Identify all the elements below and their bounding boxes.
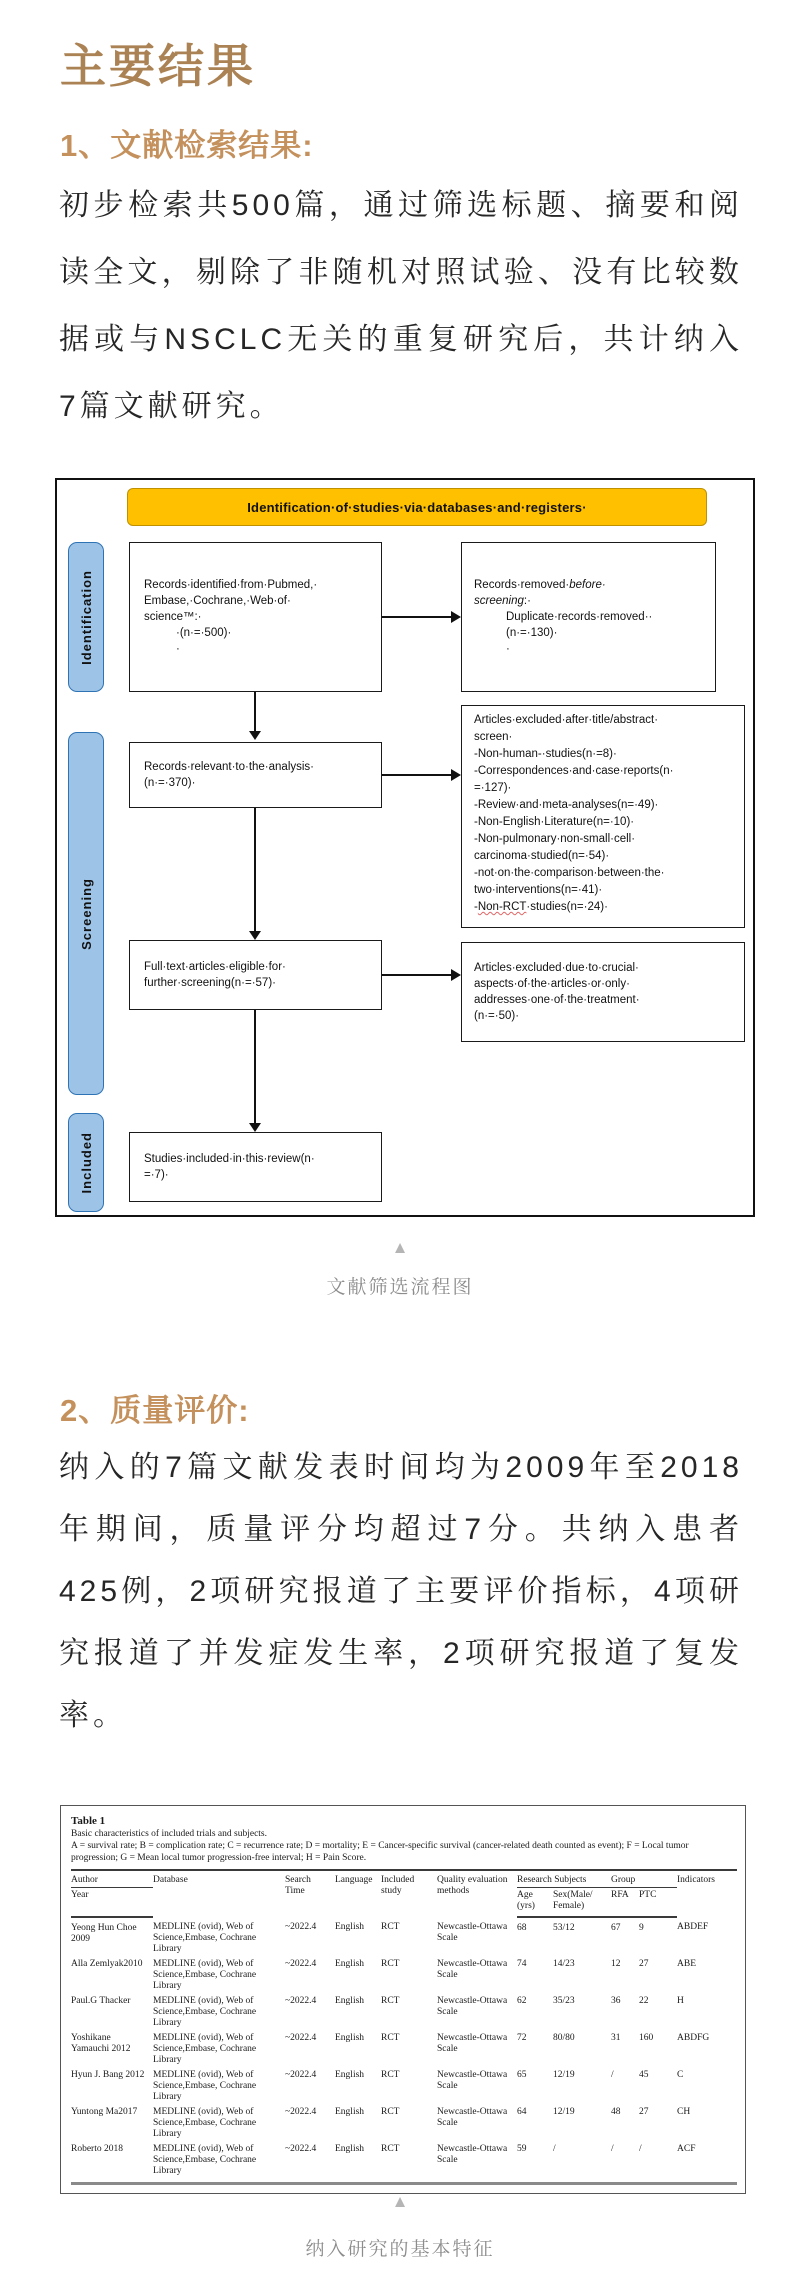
table1-legend: A = survival rate; B = complication rate; C = recurrence rate; D = mortality; E = Cancer-specific survival (cancer-related death counted as event); F = Local tumor progression; G = Mean local tumor progression-free interval; H = Pain Score.: [71, 1841, 689, 1863]
flow-text-line: -Correspondences·and·case·reports(n·: [474, 765, 674, 777]
flow-text-line: screening:·: [474, 595, 531, 607]
prisma-flowchart-figure: [55, 478, 755, 1217]
section1-heading: 1、文献检索结果:: [60, 128, 314, 163]
right-arrow-line-1: [382, 616, 452, 618]
flow-text-line: Full·text·articles·eligible·for·: [144, 961, 286, 973]
figure2-caption: 纳入研究的基本特征: [305, 2239, 495, 2260]
col-header-group: Group: [611, 1870, 677, 1888]
characteristics-table: [71, 1869, 737, 2185]
flow-text-line: science™:·: [144, 611, 202, 623]
right-arrow-line-3: [382, 974, 452, 976]
down-arrow-line-3: [254, 1010, 256, 1124]
section2-paragraph: 纳入的7篇文献发表时间均为2009年至2018年期间，质量评分均超过7分。共纳入患者425例，2项研究报道了主要评价指标，4项研究报道了并发症发生率，2项研究报道了复发率。: [59, 1451, 743, 1732]
flow-text-line: =·7)·: [144, 1169, 169, 1181]
table-cell-sex: 35/23: [553, 1996, 575, 2006]
table-cell-rfa: 67: [611, 1923, 621, 1933]
table-cell-sex: 80/80: [553, 2033, 575, 2043]
table-cell-language: English: [335, 2142, 381, 2184]
flow-text-line: Records·removed·before·: [474, 579, 606, 591]
table-cell-rfa: 31: [611, 2033, 621, 2043]
flow-box-excluded-title-abstract: [461, 705, 745, 928]
table-cell-included-study: RCT: [381, 2142, 437, 2184]
col-header-language: Language: [335, 1870, 381, 1917]
table-cell-age: 62: [517, 1996, 527, 2006]
table-cell-language: English: [335, 2033, 365, 2043]
table-cell-indicators: C: [677, 2070, 684, 2080]
table-cell-included-study: RCT: [381, 2033, 400, 2043]
table-cell-database: MEDLINE (ovid), Web of Science,Embase, Cochrane Library: [153, 2142, 285, 2184]
table-cell-ptc: 9: [639, 1923, 644, 1933]
flow-text-line: -Non-human-·studies(n·=8)·: [474, 748, 617, 760]
col-header-ptc: PTC: [639, 1888, 677, 1918]
table-cell-search-time: ~2022.4: [285, 2033, 317, 2043]
table-cell-age: 74: [517, 1959, 527, 1969]
col-header-research-subjects: Research Subjects: [517, 1870, 611, 1888]
flow-box-records-identified: [129, 542, 382, 692]
col-header-indicators: Indicators: [677, 1870, 737, 1917]
triangle-up-icon: ▲: [391, 1238, 409, 1257]
table-cell-search-time: ~2022.4: [285, 1959, 317, 1969]
table-cell-quality: Newcastle-Ottawa Scale: [437, 1996, 508, 2017]
table-cell-sex: 12/19: [553, 2070, 575, 2080]
table-cell-author: Paul.G Thacker: [71, 1996, 131, 2006]
table-cell-rfa: /: [611, 2070, 614, 2080]
flow-text-line: Duplicate·records·removed··: [506, 611, 653, 623]
table-cell-rfa: /: [611, 2142, 639, 2184]
figure1-caption: 文献筛选流程图: [326, 1277, 474, 1298]
table-row: [71, 1917, 737, 1957]
flow-box-studies-included: [129, 1132, 382, 1202]
right-arrow-head-2-icon: [451, 769, 461, 781]
flow-text-line: aspects·of·the·articles·or·only·: [474, 978, 630, 990]
table-row: [71, 2068, 737, 2105]
table-cell-included-study: RCT: [381, 1922, 400, 1932]
down-arrow-head-2-icon: [249, 931, 261, 940]
table-cell-database: MEDLINE (ovid), Web of Science,Embase, Cochrane Library: [153, 1922, 257, 1954]
table-cell-search-time: ~2022.4: [285, 2142, 335, 2184]
flow-text-line: addresses·one·of·the·treatment·: [474, 994, 640, 1006]
flow-text-line: ·: [506, 643, 510, 655]
flow-text-line: -Non-RCT·studies(n=·24)·: [474, 901, 608, 913]
stage-included-label: Included: [78, 1131, 94, 1194]
table-cell-language: English: [335, 1959, 365, 1969]
flow-text-line: further·screening(n·=·57)·: [144, 977, 276, 989]
col-header-quality: Quality evaluation methods: [437, 1870, 517, 1917]
table-cell-sex: 53/12: [553, 1923, 575, 1933]
table-cell-search-time: ~2022.4: [285, 2070, 317, 2080]
stage-identification: [68, 542, 104, 692]
table-cell-search-time: ~2022.4: [285, 2107, 317, 2117]
section1-paragraph: 初步检索共500篇，通过筛选标题、摘要和阅读全文，剔除了非随机对照试验、没有比较数据或与NSCLC无关的重复研究后，共计纳入7篇文献研究。: [59, 189, 743, 423]
stage-included: [68, 1113, 104, 1212]
table-cell-language: English: [335, 2070, 365, 2080]
down-arrow-line-2: [254, 808, 256, 932]
table-cell-rfa: 36: [611, 1996, 621, 2006]
flow-box-records-removed: [461, 542, 716, 692]
table-cell-indicators: H: [677, 1996, 684, 2006]
table-cell-ptc: 45: [639, 2070, 649, 2080]
table-cell-author: Yoshikane Yamauchi 2012: [71, 2033, 131, 2054]
stage-identification-label: Identification: [78, 569, 94, 665]
table-cell-database: MEDLINE (ovid), Web of Science,Embase, Cochrane Library: [153, 2033, 257, 2065]
triangle-up-icon: ▲: [391, 2192, 409, 2211]
flow-text-line: ·: [176, 643, 180, 655]
table-cell-indicators: ABE: [677, 1959, 697, 1969]
col-header-sex: Sex(Male/ Female): [553, 1888, 611, 1918]
table-cell-age: 59: [517, 2142, 553, 2184]
table-cell-ptc: 22: [639, 1996, 649, 2006]
right-arrow-head-1-icon: [451, 611, 461, 623]
table-cell-indicators: ACF: [677, 2142, 737, 2184]
flow-text-line: screen·: [474, 731, 513, 743]
table-cell-author: Alla Zemlyak2010: [71, 1959, 143, 1969]
right-arrow-line-2: [382, 774, 452, 776]
flow-text-line: (n·=·50)·: [474, 1010, 520, 1022]
table-cell-sex: 12/19: [553, 2107, 575, 2117]
flow-text-line: (n·=·370)·: [144, 777, 196, 789]
table-row: [71, 2142, 737, 2184]
flow-text-line: carcinoma·studied(n=·54)·: [474, 850, 610, 862]
col-header-included-study: Included study: [381, 1870, 437, 1917]
flow-box-records-relevant: [129, 742, 382, 808]
table-cell-quality: Newcastle-Ottawa Scale: [437, 1959, 508, 1980]
stage-screening-label: Screening: [78, 877, 94, 950]
flow-text-line: Articles·excluded·due·to·crucial·: [474, 962, 639, 974]
table-cell-age: 65: [517, 2070, 527, 2080]
table-cell-included-study: RCT: [381, 1959, 400, 1969]
flow-text-line: Studies·included·in·this·review(n·: [144, 1153, 315, 1165]
table-cell-age: 64: [517, 2107, 527, 2117]
table-cell-language: English: [335, 1922, 365, 1932]
col-header-author: Author: [71, 1870, 153, 1888]
down-arrow-head-1-icon: [249, 731, 261, 740]
col-header-search-time: Search Time: [285, 1870, 335, 1917]
table-cell-quality: Newcastle-Ottawa Scale: [437, 2142, 517, 2184]
table-cell-included-study: RCT: [381, 1996, 400, 2006]
table-cell-database: MEDLINE (ovid), Web of Science,Embase, Cochrane Library: [153, 1996, 257, 2028]
table-cell-search-time: ~2022.4: [285, 1996, 317, 2006]
table-cell-sex: /: [553, 2142, 611, 2184]
flow-box-excluded-crucial: [461, 942, 745, 1042]
table-cell-language: English: [335, 2107, 365, 2117]
table-cell-ptc: 160: [639, 2033, 654, 2043]
down-arrow-line-1: [254, 692, 256, 732]
table-cell-rfa: 48: [611, 2107, 621, 2117]
flow-box-full-text-eligible: [129, 940, 382, 1010]
down-arrow-head-3-icon: [249, 1123, 261, 1132]
table-cell-author: Hyun J. Bang 2012: [71, 2070, 145, 2080]
collapse-indicator-2: [0, 2192, 800, 2212]
flow-text-line: ·(n·=·500)·: [176, 627, 232, 639]
table-row: [71, 1994, 737, 2031]
table-cell-included-study: RCT: [381, 2107, 400, 2117]
flowchart-banner: Identification·of·studies·via·databases·and·registers·: [127, 488, 707, 526]
collapse-indicator-1: [0, 1238, 800, 1258]
table-cell-sex: 14/23: [553, 1959, 575, 1969]
table-cell-quality: Newcastle-Ottawa Scale: [437, 2033, 508, 2054]
table-cell-database: MEDLINE (ovid), Web of Science,Embase, Cochrane Library: [153, 2070, 257, 2102]
flow-text-line: Records·relevant·to·the·analysis·: [144, 761, 315, 773]
flow-text-line: -Review·and·meta-analyses(n=·49)·: [474, 799, 659, 811]
col-header-age: Age (yrs): [517, 1888, 553, 1918]
section2-heading: 2、质量评价:: [60, 1393, 250, 1428]
table-cell-indicators: ABDFG: [677, 2033, 710, 2043]
flow-text-line: (n·=·130)·: [506, 627, 558, 639]
flow-text-line: Articles·excluded·after·title/abstract·: [474, 714, 659, 726]
table-cell-quality: Newcastle-Ottawa Scale: [437, 2070, 508, 2091]
table-cell-database: MEDLINE (ovid), Web of Science,Embase, Cochrane Library: [153, 2107, 257, 2139]
table-cell-author: Yuntong Ma2017: [71, 2107, 138, 2117]
table-cell-quality: Newcastle-Ottawa Scale: [437, 2107, 508, 2128]
table1-subtitle: Basic characteristics of included trials and subjects.: [71, 1829, 268, 1839]
table1-title: Table 1: [71, 1815, 106, 1827]
table-cell-indicators: ABDEF: [677, 1922, 709, 1932]
col-header-year: Year: [71, 1888, 153, 1918]
table-cell-language: English: [335, 1996, 365, 2006]
flow-text-line: -Non-pulmonary·non-small·cell·: [474, 833, 636, 845]
table1-figure: [60, 1805, 746, 2194]
stage-screening: [68, 732, 104, 1095]
table-cell-indicators: CH: [677, 2107, 691, 2117]
table-cell-ptc: /: [639, 2142, 677, 2184]
table-cell-ptc: 27: [639, 2107, 649, 2117]
table-cell-rfa: 12: [611, 1959, 621, 1969]
right-arrow-head-3-icon: [451, 969, 461, 981]
table-cell-included-study: RCT: [381, 2070, 400, 2080]
flow-text-line: -Non-English·Literature(n=·10)·: [474, 816, 635, 828]
table-row: [71, 2031, 737, 2068]
flow-text-line: =·127)·: [474, 782, 512, 794]
flow-text-line: -not·on·the·comparison·between·the·: [474, 867, 665, 879]
table-cell-author: Roberto 2018: [71, 2142, 153, 2184]
table-cell-search-time: ~2022.4: [285, 1922, 317, 1932]
flow-text-line: Records·identified·from·Pubmed,·: [144, 579, 318, 591]
flow-text-line: two·interventions(n=·41)·: [474, 884, 603, 896]
table-cell-database: MEDLINE (ovid), Web of Science,Embase, Cochrane Library: [153, 1959, 257, 1991]
table-cell-ptc: 27: [639, 1959, 649, 1969]
col-header-database: Database: [153, 1870, 285, 1917]
table-row: [71, 2105, 737, 2142]
table-row: [71, 1957, 737, 1994]
table-cell-quality: Newcastle-Ottawa Scale: [437, 1922, 508, 1943]
table-cell-author: Yeong Hun Choe 2009: [71, 1923, 137, 1944]
col-header-rfa: RFA: [611, 1888, 639, 1918]
table-cell-age: 68: [517, 1923, 527, 1933]
table-cell-age: 72: [517, 2033, 527, 2043]
page-title: 主要结果: [60, 41, 256, 92]
flow-text-line: Embase,·Cochrane,·Web·of·: [144, 595, 291, 607]
